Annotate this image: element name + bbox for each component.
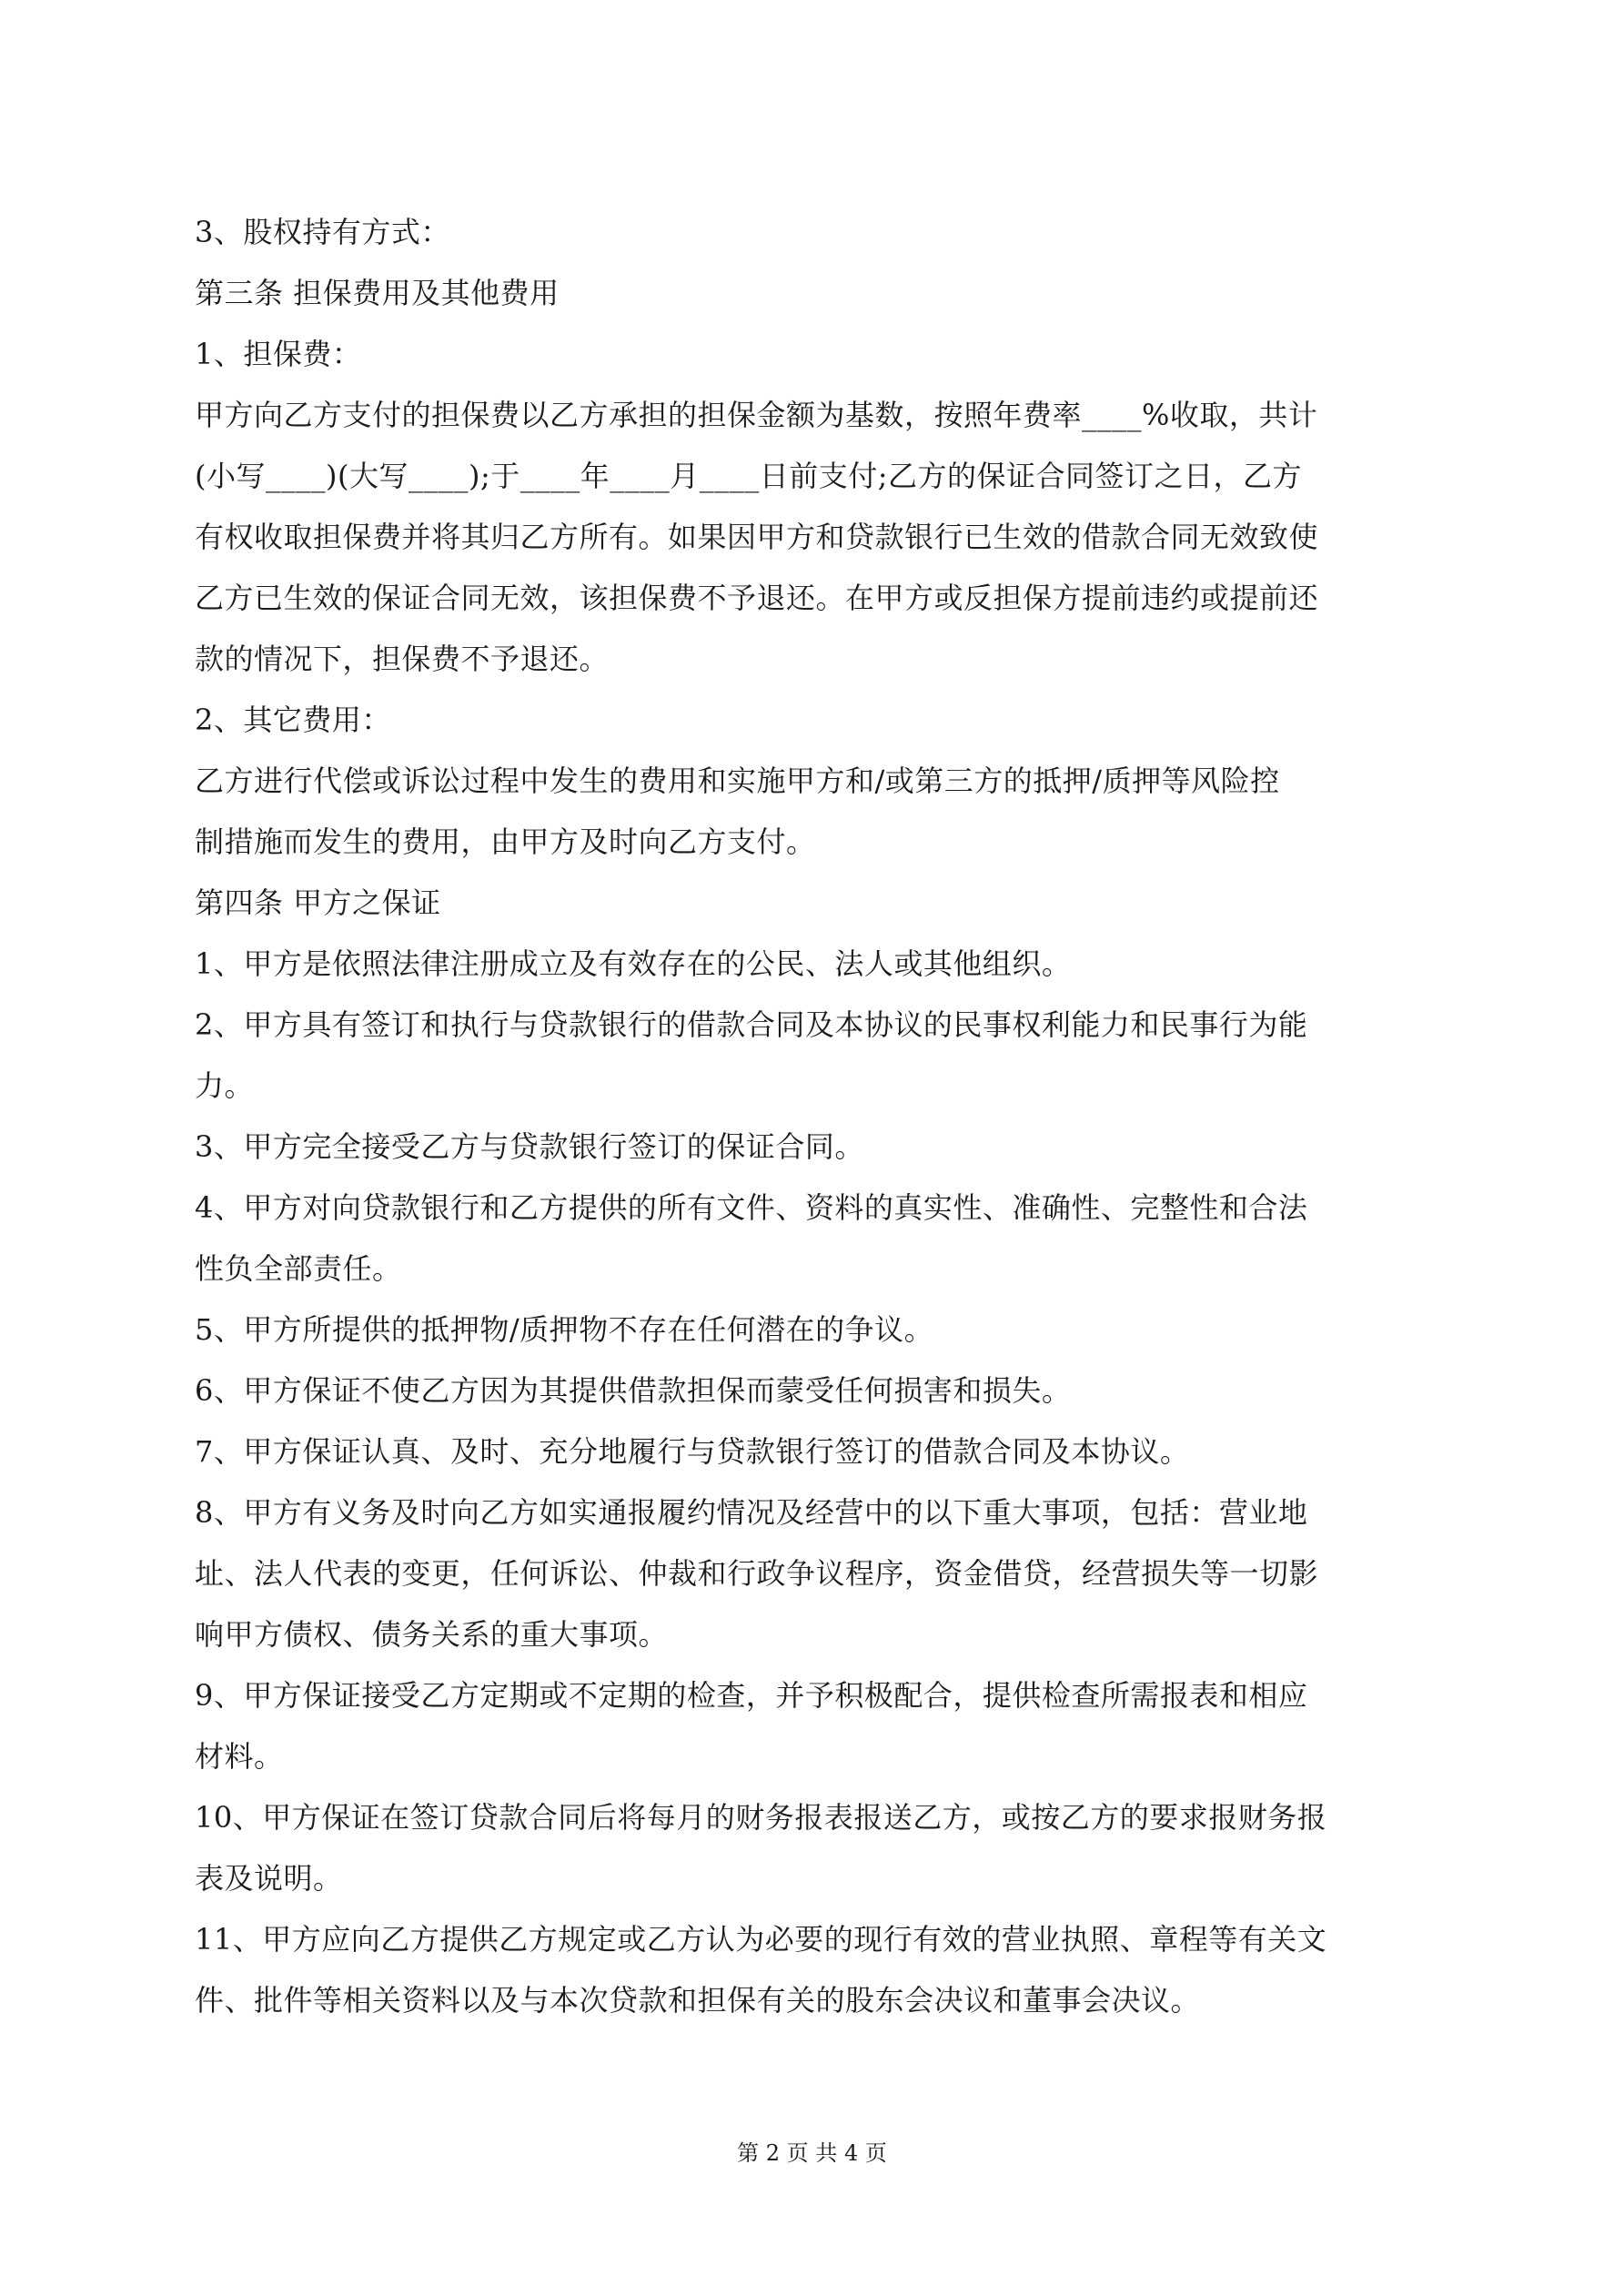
- text-line: 4、甲方对向贷款银行和乙方提供的所有文件、资料的真实性、准确性、完整性和合法: [195, 1190, 1308, 1225]
- text-line: 址、法人代表的变更，任何诉讼、仲裁和行政争议程序，资金借贷，经营损失等一切影: [195, 1556, 1319, 1591]
- text-line: 有权收取担保费并将其归乙方所有。如果因甲方和贷款银行已生效的借款合同无效致使: [195, 520, 1319, 554]
- section-heading: 第四条 甲方之保证: [195, 885, 441, 920]
- text-line: 甲方向乙方支付的担保费以乙方承担的担保金额为基数，按照年费率____%收取，共计: [195, 398, 1318, 432]
- text-line: 10、甲方保证在签订贷款合同后将每月的财务报表报送乙方，或按乙方的要求报财务报: [195, 1800, 1327, 1835]
- text-line: 材料。: [195, 1739, 284, 1774]
- text-line: 6、甲方保证不使乙方因为其提供借款担保而蒙受任何损害和损失。: [195, 1373, 1072, 1408]
- text-line: 7、甲方保证认真、及时、充分地履行与贷款银行签订的借款合同及本协议。: [195, 1434, 1190, 1469]
- text-line: 性负全部责任。: [195, 1251, 402, 1286]
- text-line: 表及说明。: [195, 1861, 343, 1896]
- page-number-label: 第 2 页 共 4 页: [737, 2140, 887, 2166]
- text-line: 响甲方债权、债务关系的重大事项。: [195, 1617, 669, 1652]
- text-line: 5、甲方所提供的抵押物/质押物不存在任何潜在的争议。: [195, 1312, 934, 1347]
- text-line: 2、甲方具有签订和执行与贷款银行的借款合同及本协议的民事权利能力和民事行为能: [195, 1007, 1308, 1042]
- text-line: (小写____)(大写____);于____年____月____日前支付;乙方的保证合同签订之日，乙方: [195, 459, 1303, 493]
- text-line: 3、股权持有方式：: [195, 215, 450, 249]
- text-line: 8、甲方有义务及时向乙方如实通报履约情况及经营中的以下重大事项，包括：营业地: [195, 1495, 1308, 1530]
- section-heading: 第三条 担保费用及其他费用: [195, 276, 560, 310]
- text-line: 乙方已生效的保证合同无效，该担保费不予退还。在甲方或反担保方提前违约或提前还: [195, 581, 1319, 615]
- text-line: 力。: [195, 1068, 255, 1103]
- text-line: 1、甲方是依照法律注册成立及有效存在的公民、法人或其他组织。: [195, 946, 1072, 981]
- text-line: 9、甲方保证接受乙方定期或不定期的检查，并予积极配合，提供检查所需报表和相应: [195, 1678, 1308, 1713]
- text-line: 乙方进行代偿或诉讼过程中发生的费用和实施甲方和/或第三方的抵押/质押等风险控: [195, 764, 1280, 798]
- page-footer: [0, 2139, 1624, 2168]
- text-line: 2、其它费用：: [195, 703, 391, 737]
- text-line: 件、批件等相关资料以及与本次贷款和担保有关的股东会决议和董事会决议。: [195, 1983, 1201, 2018]
- text-line: 3、甲方完全接受乙方与贷款银行签订的保证合同。: [195, 1129, 864, 1164]
- text-line: 11、甲方应向乙方提供乙方规定或乙方认为必要的现行有效的营业执照、章程等有关文: [195, 1922, 1327, 1957]
- text-line: 款的情况下，担保费不予退还。: [195, 642, 610, 676]
- document-body: [195, 202, 1441, 2031]
- text-line: 1、担保费：: [195, 337, 362, 371]
- text-line: 制措施而发生的费用，由甲方及时向乙方支付。: [195, 824, 816, 859]
